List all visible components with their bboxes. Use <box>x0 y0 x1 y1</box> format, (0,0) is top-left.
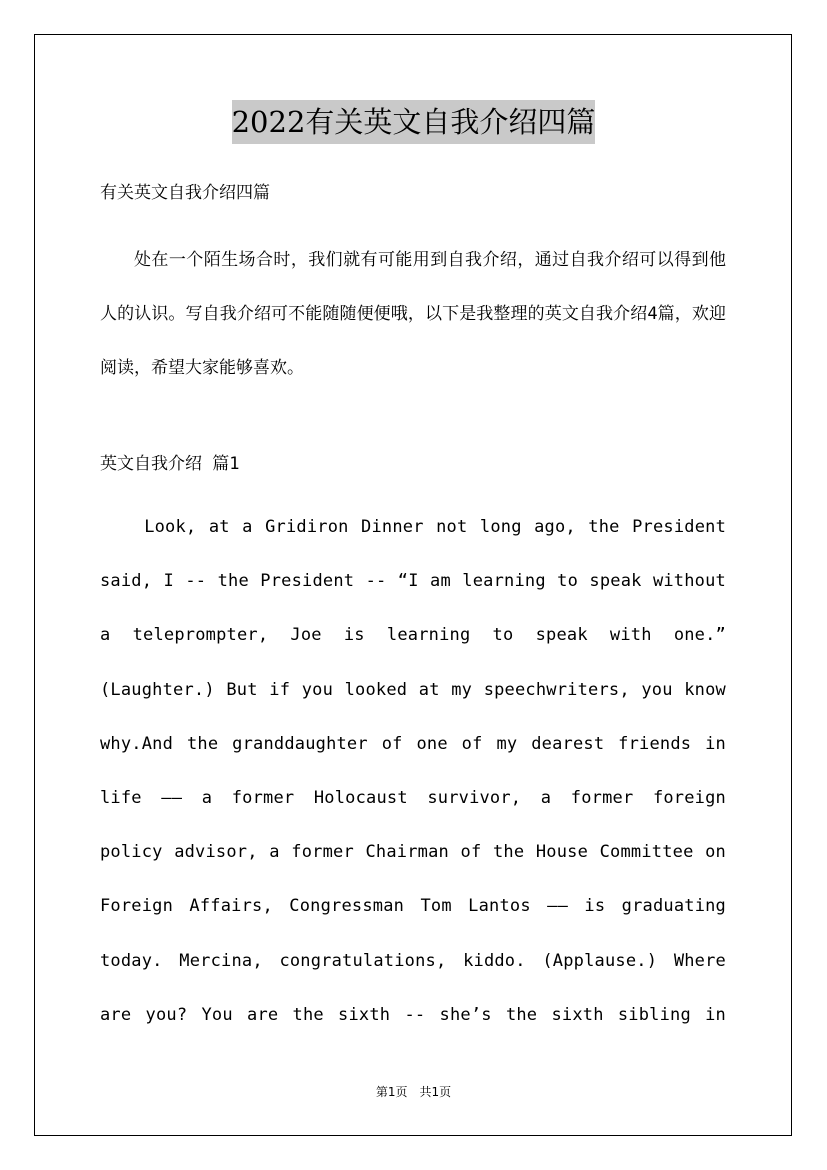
intro-paragraph: 处在一个陌生场合时，我们就有可能用到自我介绍，通过自我介绍可以得到他人的认识。写自我介绍可不能随随便便哦，以下是我整理的英文自我介绍4篇，欢迎阅读，希望大家能够喜欢。 <box>100 250 726 378</box>
page-footer <box>0 1083 827 1101</box>
section-heading: 英文自我介绍 篇1 <box>100 454 240 474</box>
document-title: 2022有关英文自我介绍四篇 <box>232 100 596 144</box>
english-paragraph: Look, at a Gridiron Dinner not long ago, the President said, I -- the President -- “I am learning to speak without a teleprompter, Joe is learning to speak with one.” (Laughter.) But if you looked at my speechwriters, you know why.And the granddaughter of one of my dearest friends in life —— a former Holocaust survivor, a former foreign policy advisor, a former Chairman of the House Committee on Foreign Affairs, Congressman Tom Lantos —— is graduating today. Mercina, congratulations, kiddo. (Applause.) Where are you? You are the sixth -- she’s the sixth sibling in <box>100 517 726 1025</box>
title-container <box>0 100 827 144</box>
page-number-current: 第1页 <box>375 1085 408 1099</box>
page-number-total: 共1页 <box>419 1085 452 1099</box>
document-subtitle: 有关英文自我介绍四篇 <box>100 183 270 203</box>
